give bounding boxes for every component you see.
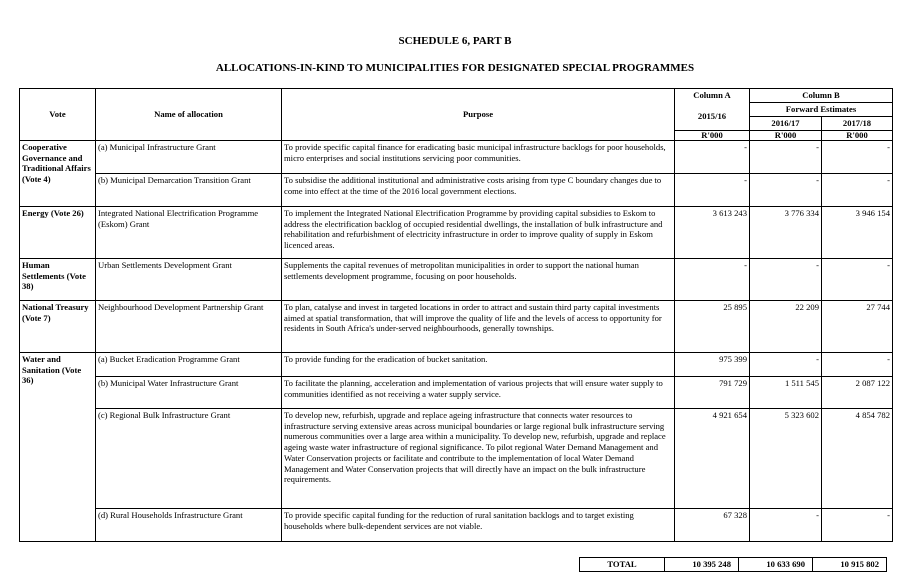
allocation-purpose: To provide funding for the eradication of bucket sanitation. (282, 353, 675, 377)
value-2017-18: 4 854 782 (822, 409, 893, 509)
allocation-name: (a) Municipal Infrastructure Grant (96, 141, 282, 174)
allocation-name: Integrated National Electrification Programme (Eskom) Grant (96, 207, 282, 259)
value-2015-16: 25 895 (675, 301, 750, 353)
value-2016-17: - (750, 141, 822, 174)
vote-cell: Water and Sanitation (Vote 36) (20, 353, 96, 542)
header-purpose: Purpose (282, 89, 675, 141)
vote-cell: National Treasury (Vote 7) (20, 301, 96, 353)
allocation-name: (b) Municipal Water Infrastructure Grant (96, 377, 282, 409)
value-2017-18: - (822, 259, 893, 301)
value-2015-16: 3 613 243 (675, 207, 750, 259)
value-2016-17: - (750, 509, 822, 542)
total-2015-16: 10 395 248 (665, 558, 739, 572)
total-2017-18: 10 915 802 (813, 558, 887, 572)
total-2016-17: 10 633 690 (739, 558, 813, 572)
unit-label: R'000 (750, 131, 822, 141)
vote-cell: Energy (Vote 26) (20, 207, 96, 259)
value-2015-16: - (675, 141, 750, 174)
value-2016-17: 1 511 545 (750, 377, 822, 409)
total-row (579, 557, 887, 572)
value-2017-18: - (822, 509, 893, 542)
value-2017-18: 27 744 (822, 301, 893, 353)
allocation-purpose: To facilitate the planning, acceleration and implementation of various projects that will ensure water supply to communities identified as not receiving a water supply service. (282, 377, 675, 409)
header-column-b: Column B (750, 89, 893, 103)
allocation-name: Neighbourhood Development Partnership Grant (96, 301, 282, 353)
value-2016-17: - (750, 353, 822, 377)
value-2015-16: 67 328 (675, 509, 750, 542)
allocation-purpose: To provide specific capital finance for eradicating basic municipal infrastructure backlogs for poor households, micro enterprises and social institutions servicing poor communities. (282, 141, 675, 174)
allocations-table (19, 88, 893, 542)
allocation-name: (d) Rural Households Infrastructure Grant (96, 509, 282, 542)
allocation-purpose: To develop new, refurbish, upgrade and replace ageing infrastructure that connects water resources to infrastructure serving extensive areas across municipal boundaries or large regional bulk infrastructure serving numerous communities over a large area within a municipality. To develop new, refurbish, upgrade and replace ageing waste water infrastructure of regional significance. To pilot regional Water Demand Management and Water Conservation projects or facilitate and contribute to the implementation of local Water Demand Management and Water Conservation projects that will directly have an impact on the bulk infrastructure requirements. (282, 409, 675, 509)
allocation-purpose: To plan, catalyse and invest in targeted locations in order to attract and sustain third party capital investments aimed at spatial transformation, that will improve the quality of life and the levels of access to opportunity for residents in South Africa's under-served neighbourhoods, generally townships. (282, 301, 675, 353)
unit-label: R'000 (822, 131, 893, 141)
value-2016-17: - (750, 174, 822, 207)
unit-label: R'000 (675, 131, 750, 141)
schedule-subtitle: ALLOCATIONS-IN-KIND TO MUNICIPALITIES FOR DESIGNATED SPECIAL PROGRAMMES (215, 62, 695, 74)
value-2015-16: 4 921 654 (675, 409, 750, 509)
value-2015-16: - (675, 174, 750, 207)
header-vote: Vote (20, 89, 96, 141)
value-2015-16: 975 399 (675, 353, 750, 377)
value-2016-17: - (750, 259, 822, 301)
header-year-2015-16: 2015/16 (675, 103, 750, 131)
value-2015-16: - (675, 259, 750, 301)
header-name: Name of allocation (96, 89, 282, 141)
allocation-name: (c) Regional Bulk Infrastructure Grant (96, 409, 282, 509)
allocation-purpose: To subsidise the additional institutional and administrative costs arising from type C boundary changes due to come into effect at the time of the 2016 local government elections. (282, 174, 675, 207)
vote-cell: Cooperative Governance and Traditional Affairs (Vote 4) (20, 141, 96, 207)
header-year-2016-17: 2016/17 (750, 117, 822, 131)
allocation-name: Urban Settlements Development Grant (96, 259, 282, 301)
value-2017-18: - (822, 141, 893, 174)
schedule-title: SCHEDULE 6, PART B (398, 35, 512, 47)
value-2016-17: 3 776 334 (750, 207, 822, 259)
value-2016-17: 5 323 602 (750, 409, 822, 509)
header-forward-estimates: Forward Estimates (750, 103, 893, 117)
header-column-a: Column A (675, 89, 750, 103)
value-2017-18: 2 087 122 (822, 377, 893, 409)
value-2017-18: - (822, 353, 893, 377)
vote-cell: Human Settlements (Vote 38) (20, 259, 96, 301)
allocation-purpose: To implement the Integrated National Electrification Programme by providing capital subsidies to Eskom to address the electrification backlog of occupied residential dwellings, the installation of bulk infrastructure and rehabilitation and refurbishment of electricity infrastructure in order to improve quality of supply in Eskom licenced areas. (282, 207, 675, 259)
value-2016-17: 22 209 (750, 301, 822, 353)
value-2017-18: 3 946 154 (822, 207, 893, 259)
allocation-purpose: Supplements the capital revenues of metropolitan municipalities in order to support the national human settlements development programme, focusing on poor households. (282, 259, 675, 301)
value-2017-18: - (822, 174, 893, 207)
allocation-name: (b) Municipal Demarcation Transition Grant (96, 174, 282, 207)
header-year-2017-18: 2017/18 (822, 117, 893, 131)
value-2015-16: 791 729 (675, 377, 750, 409)
total-label: TOTAL (580, 558, 665, 572)
allocation-name: (a) Bucket Eradication Programme Grant (96, 353, 282, 377)
allocation-purpose: To provide specific capital funding for the reduction of rural sanitation backlogs and to target existing households where bulk-dependent services are not viable. (282, 509, 675, 542)
